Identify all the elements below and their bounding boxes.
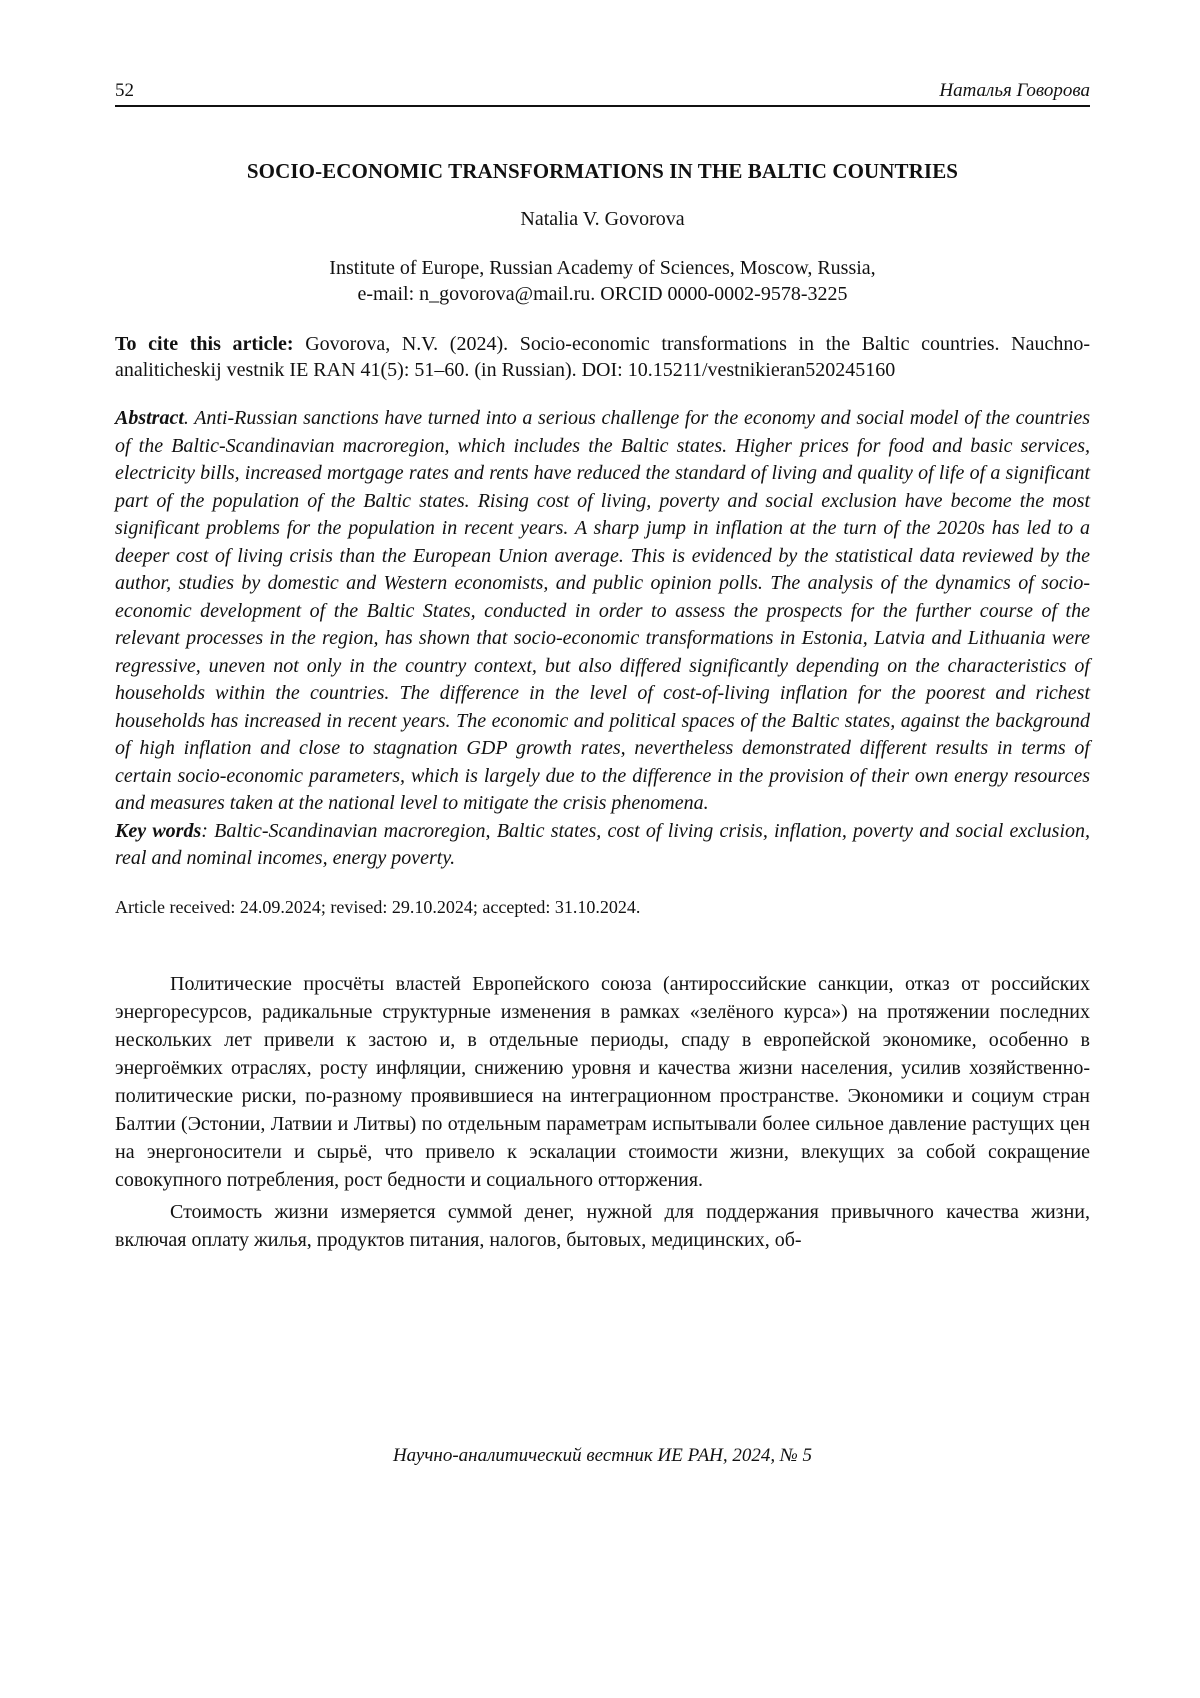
affiliation-line1: Institute of Europe, Russian Academy of Sciences, Moscow, Russia,: [329, 257, 876, 279]
abstract-text: . Anti-Russian sanctions have turned into a serious challenge for the economy and social model of the countries of the Baltic-Scandinavian macroregion, which includes the Baltic states. Higher prices for food and basic services, electricity bills, increased mortgage rates and rents have reduced the standard of living and quality of life of a significant part of the population of the Baltic states. Rising cost of living, poverty and social exclusion have become the most significant problems for the population in recent years. A sharp jump in inflation at the turn of the 2020s has led to a deeper cost of living crisis than the European Union average. This is evidenced by the statistical data reviewed by the author, studies by domestic and Western economists, and public opinion polls. The analysis of the dynamics of socio-economic development of the Baltic States, conducted in order to assess the prospects for the further course of the relevant processes in the region, has shown that socio-economic transformations in Estonia, Latvia and Lithuania were regressive, uneven not only in the country context, but also differed significantly depending on the characteristics of households within the countries. The difference in the level of cost-of-living inflation for the poorest and richest households has increased in recent years. The economic and political spaces of the Baltic states, against the background of high inflation and close to stagnation GDP growth rates, nevertheless demonstrated different results in terms of certain socio-economic parameters, which is largely due to the difference in the provision of their own energy resources and measures taken at the national level to mitigate the crisis phenomena.: [115, 407, 1090, 814]
affiliation: [115, 255, 1090, 307]
citation: [115, 331, 1090, 383]
abstract-label: Abstract: [115, 407, 184, 429]
journal-footer: Научно-аналитический вестник ИЕ РАН, 2024, № 5: [392, 1445, 813, 1466]
body-paragraph-1: Политические просчёты властей Европейского союза (антироссийские санкции, отказ от российских энергоресурсов, радикальные структурные изменения в рамках «зелёного курса») на протяжении последних нескольких лет привели к застою и, в отдельные периоды, спаду в европейской экономике, особенно в энергоёмких отраслях, росту инфляции, снижению уровня и качества жизни населения, усилив хозяйственно-политические риски, по-разному проявившиеся на интеграционном пространстве. Экономики и социум стран Балтии (Эстонии, Латвии и Литвы) по отдельным параметрам испытывали более сильное давление растущих цен на энергоносители и сырьё, что привело к эскалации стоимости жизни, влекущих за собой сокращение совокупного потребления, рост бедности и социального отторжения.: [115, 972, 1090, 1191]
article-page: [115, 80, 1090, 1258]
running-head: [115, 80, 1090, 107]
author-name: Natalia V. Govorova: [520, 208, 685, 230]
body-paragraph-2: Стоимость жизни измеряется суммой денег, нужной для поддержания привычного качества жизни, включая оплату жилья, продуктов питания, налогов, бытовых, медицинских, об-: [115, 1200, 1090, 1251]
running-author: Наталья Говорова: [939, 80, 1090, 101]
page-number: 52: [115, 80, 134, 101]
citation-text: Govorova, N.V. (2024). Socio-economic transformations in the Baltic countries. Nauchno-analiticheskij vestnik IE RAN 41(5): 51–60. (in Russian). DOI: 10.15211/vestnikieran520245160: [115, 333, 1090, 381]
keywords-text: : Baltic-Scandinavian macroregion, Baltic states, cost of living crisis, inflation, poverty and social exclusion, real and nominal incomes, energy poverty.: [115, 819, 1091, 869]
keywords: [115, 818, 1090, 873]
abstract: [115, 405, 1090, 818]
affiliation-line2: e-mail: n_govorova@mail.ru. ORCID 0000-0002-9578-3225: [357, 283, 848, 305]
body-text: [115, 970, 1090, 1254]
article-title: SOCIO-ECONOMIC TRANSFORMATIONS IN THE BALTIC COUNTRIES: [246, 159, 959, 183]
keywords-label: Key words: [115, 819, 202, 842]
citation-label: To cite this article:: [115, 333, 294, 355]
article-dates: Article received: 24.09.2024; revised: 29.10.2024; accepted: 31.10.2024.: [115, 896, 641, 917]
